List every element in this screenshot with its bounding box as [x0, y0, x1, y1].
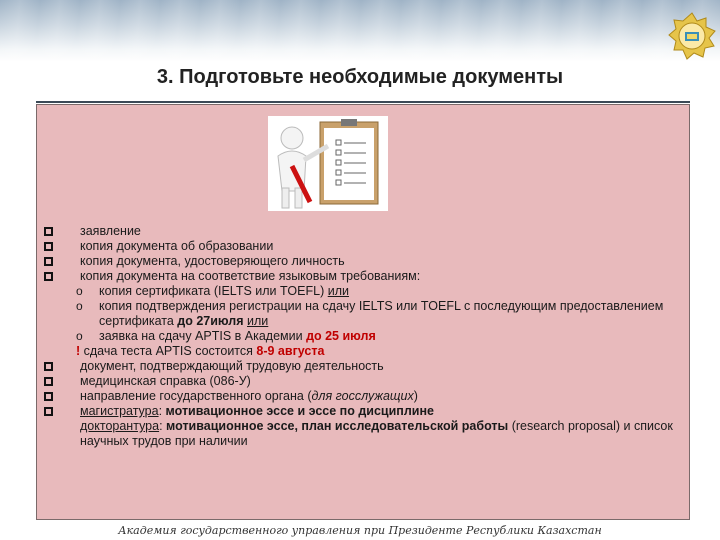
- checklist-figure-icon: [268, 116, 388, 211]
- title-divider: [36, 101, 690, 103]
- checkbox-bullet-icon: [44, 392, 53, 401]
- list-item: докторантура: мотивационное эссе, план исследовательской работы (research proposal) и список научных трудов при наличии: [80, 419, 673, 448]
- checkbox-bullet-icon: [44, 257, 53, 266]
- aptis-note: ! сдача теста APTIS состоится 8-9 августа: [76, 344, 325, 358]
- list-item: заявление: [44, 224, 684, 239]
- footer-text: Академия государственного управления при Президенте Республики Казахстан: [118, 524, 602, 537]
- list-item: копия документа об образовании: [44, 239, 684, 254]
- requirements-list: [44, 224, 684, 449]
- header-band: [0, 0, 720, 62]
- sub-item: o заявка на сдачу APTIS в Академии до 25 июля: [76, 329, 376, 343]
- list-item: магистратура: мотивационное эссе и эссе по дисциплине: [44, 404, 684, 419]
- checkbox-bullet-icon: [44, 362, 53, 371]
- checkbox-bullet-icon: [44, 407, 53, 416]
- circle-bullet-icon: o: [76, 299, 83, 313]
- list-item: копия документа, удостоверяющего личность: [44, 254, 684, 269]
- list-item: документ, подтверждающий трудовую деятельность: [44, 359, 684, 374]
- academy-logo-icon: [668, 12, 716, 60]
- page-title: 3. Подготовьте необходимые документы: [156, 66, 564, 88]
- sub-item: o копия подтверждения регистрации на сдачу IELTS или TOEFL с последующим предоставлением сертификата до 27июля или: [76, 299, 664, 328]
- checkbox-bullet-icon: [44, 227, 53, 236]
- checkbox-bullet-icon: [44, 377, 53, 386]
- circle-bullet-icon: o: [76, 329, 83, 343]
- list-item: медицинская справка (086-У): [44, 374, 684, 389]
- checkbox-bullet-icon: [44, 242, 53, 251]
- checkbox-bullet-icon: [44, 272, 53, 281]
- sub-item: o копия сертификата (IELTS или TOEFL) или: [76, 284, 349, 298]
- circle-bullet-icon: o: [76, 284, 83, 298]
- list-item: копия документа на соответствие языковым требованиям:: [44, 269, 684, 284]
- list-item: направление государственного органа (для госслужащих): [44, 389, 684, 404]
